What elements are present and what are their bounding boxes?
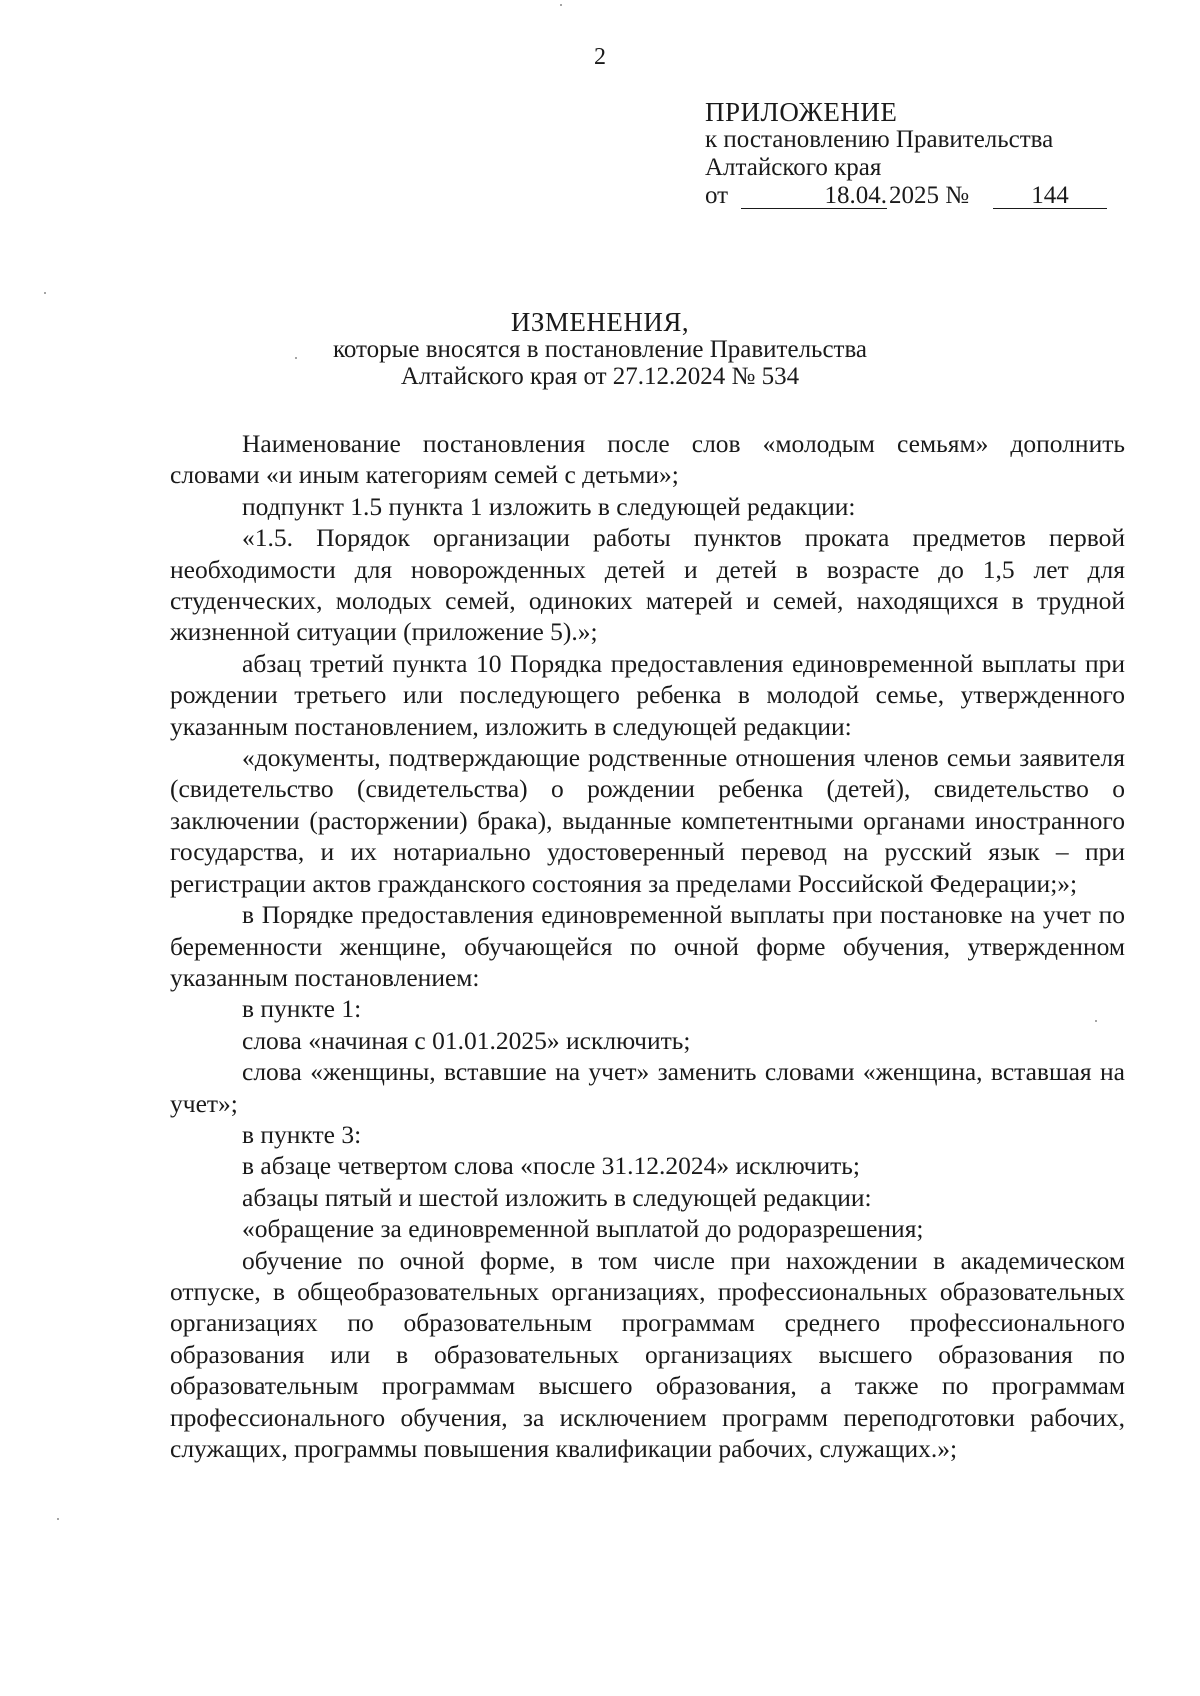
- appendix-line-1: к постановлению Правительства: [705, 126, 1054, 153]
- paragraph: в пункте 1:: [242, 994, 362, 1024]
- paragraph: подпункт 1.5 пункта 1 изложить в следующей редакции:: [242, 491, 856, 521]
- appendix-date-value: 18.04.: [824, 182, 887, 209]
- paragraph: «документы, подтверждающие родственные отношения членов семьи заявителя (свидетельство (свидетельства) о рождении ребенка (детей), свидетельство о заключении (расторжении) брака), выданные компетентными органами иностранного государства, и их нотариально удостоверенный перевод на русский язык – при регистрации актов гражданского состояния за пределами Российской Федерации;»;: [170, 743, 1125, 898]
- document-heading: [0, 309, 1200, 390]
- appendix-year-number-label: 2025 №: [889, 182, 970, 209]
- appendix-line-2: Алтайского края: [705, 154, 882, 181]
- paragraph: в пункте 3:: [242, 1119, 362, 1149]
- scan-speck: [44, 292, 46, 294]
- scan-speck: [57, 1518, 59, 1520]
- heading-line-2: Алтайского края от 27.12.2024 № 534: [400, 363, 800, 390]
- paragraph: абзацы пятый и шестой изложить в следующей редакции:: [242, 1182, 872, 1212]
- paragraph: слова «женщины, вставшие на учет» заменить словами «женщина, вставшая на учет»;: [170, 1057, 1125, 1118]
- appendix-number-field: [993, 182, 1107, 209]
- paragraph: «обращение за единовременной выплатой до родоразрешения;: [242, 1214, 924, 1244]
- appendix-date-line: [705, 182, 1125, 212]
- appendix-number-value: 144: [1031, 182, 1069, 209]
- paragraph: в Порядке предоставления единовременной выплаты при постановке на учет по беременности женщине, обучающейся по очной форме обучения, утвержденном указанным постановлением:: [170, 900, 1125, 992]
- appendix-date-field: [741, 182, 887, 209]
- paragraph: «1.5. Порядок организации работы пунктов проката предметов первой необходимости для новорожденных детей и детей в возрасте до 1,5 лет для студенческих, молодых семей, одиноких матерей и семей, находящихся в трудной жизненной ситуации (приложение 5).»;: [170, 523, 1125, 647]
- page-number: 2: [594, 44, 606, 70]
- scan-speck: [295, 357, 297, 359]
- appendix-title: ПРИЛОЖЕНИЕ: [705, 97, 898, 127]
- heading-line-1: которые вносятся в постановление Правительства: [332, 336, 868, 363]
- document-body: [170, 428, 1125, 1464]
- appendix-block: [705, 98, 1125, 212]
- paragraph: слова «начиная с 01.01.2025» исключить;: [242, 1025, 691, 1055]
- paragraph: Наименование постановления после слов «молодым семьям» дополнить словами «и иным категориям семей с детьми»;: [170, 429, 1125, 490]
- scan-speck: [1095, 1020, 1097, 1022]
- paragraph: абзац третий пункта 10 Порядка предоставления единовременной выплаты при рождении третьего или последующего ребенка в молодой семье, утвержденного указанным постановлением, изложить в следующей редакции:: [170, 648, 1125, 741]
- scan-speck: [560, 4, 562, 6]
- paragraph: в абзаце четвертом слова «после 31.12.2024» исключить;: [242, 1151, 861, 1181]
- paragraph: обучение по очной форме, в том числе при нахождении в академическом отпуске, в общеобразовательных организациях, профессиональных образовательных организациях по образовательным программам среднего профессионального образования или в образовательных организациях высшего образования по образовательным программам высшего образования, а также по программам профессионального обучения, за исключением программ переподготовки рабочих, служащих, программы повышения квалификации рабочих, служащих.»;: [170, 1245, 1125, 1463]
- appendix-ot-label: от: [705, 182, 729, 209]
- heading-title: ИЗМЕНЕНИЯ,: [510, 307, 690, 337]
